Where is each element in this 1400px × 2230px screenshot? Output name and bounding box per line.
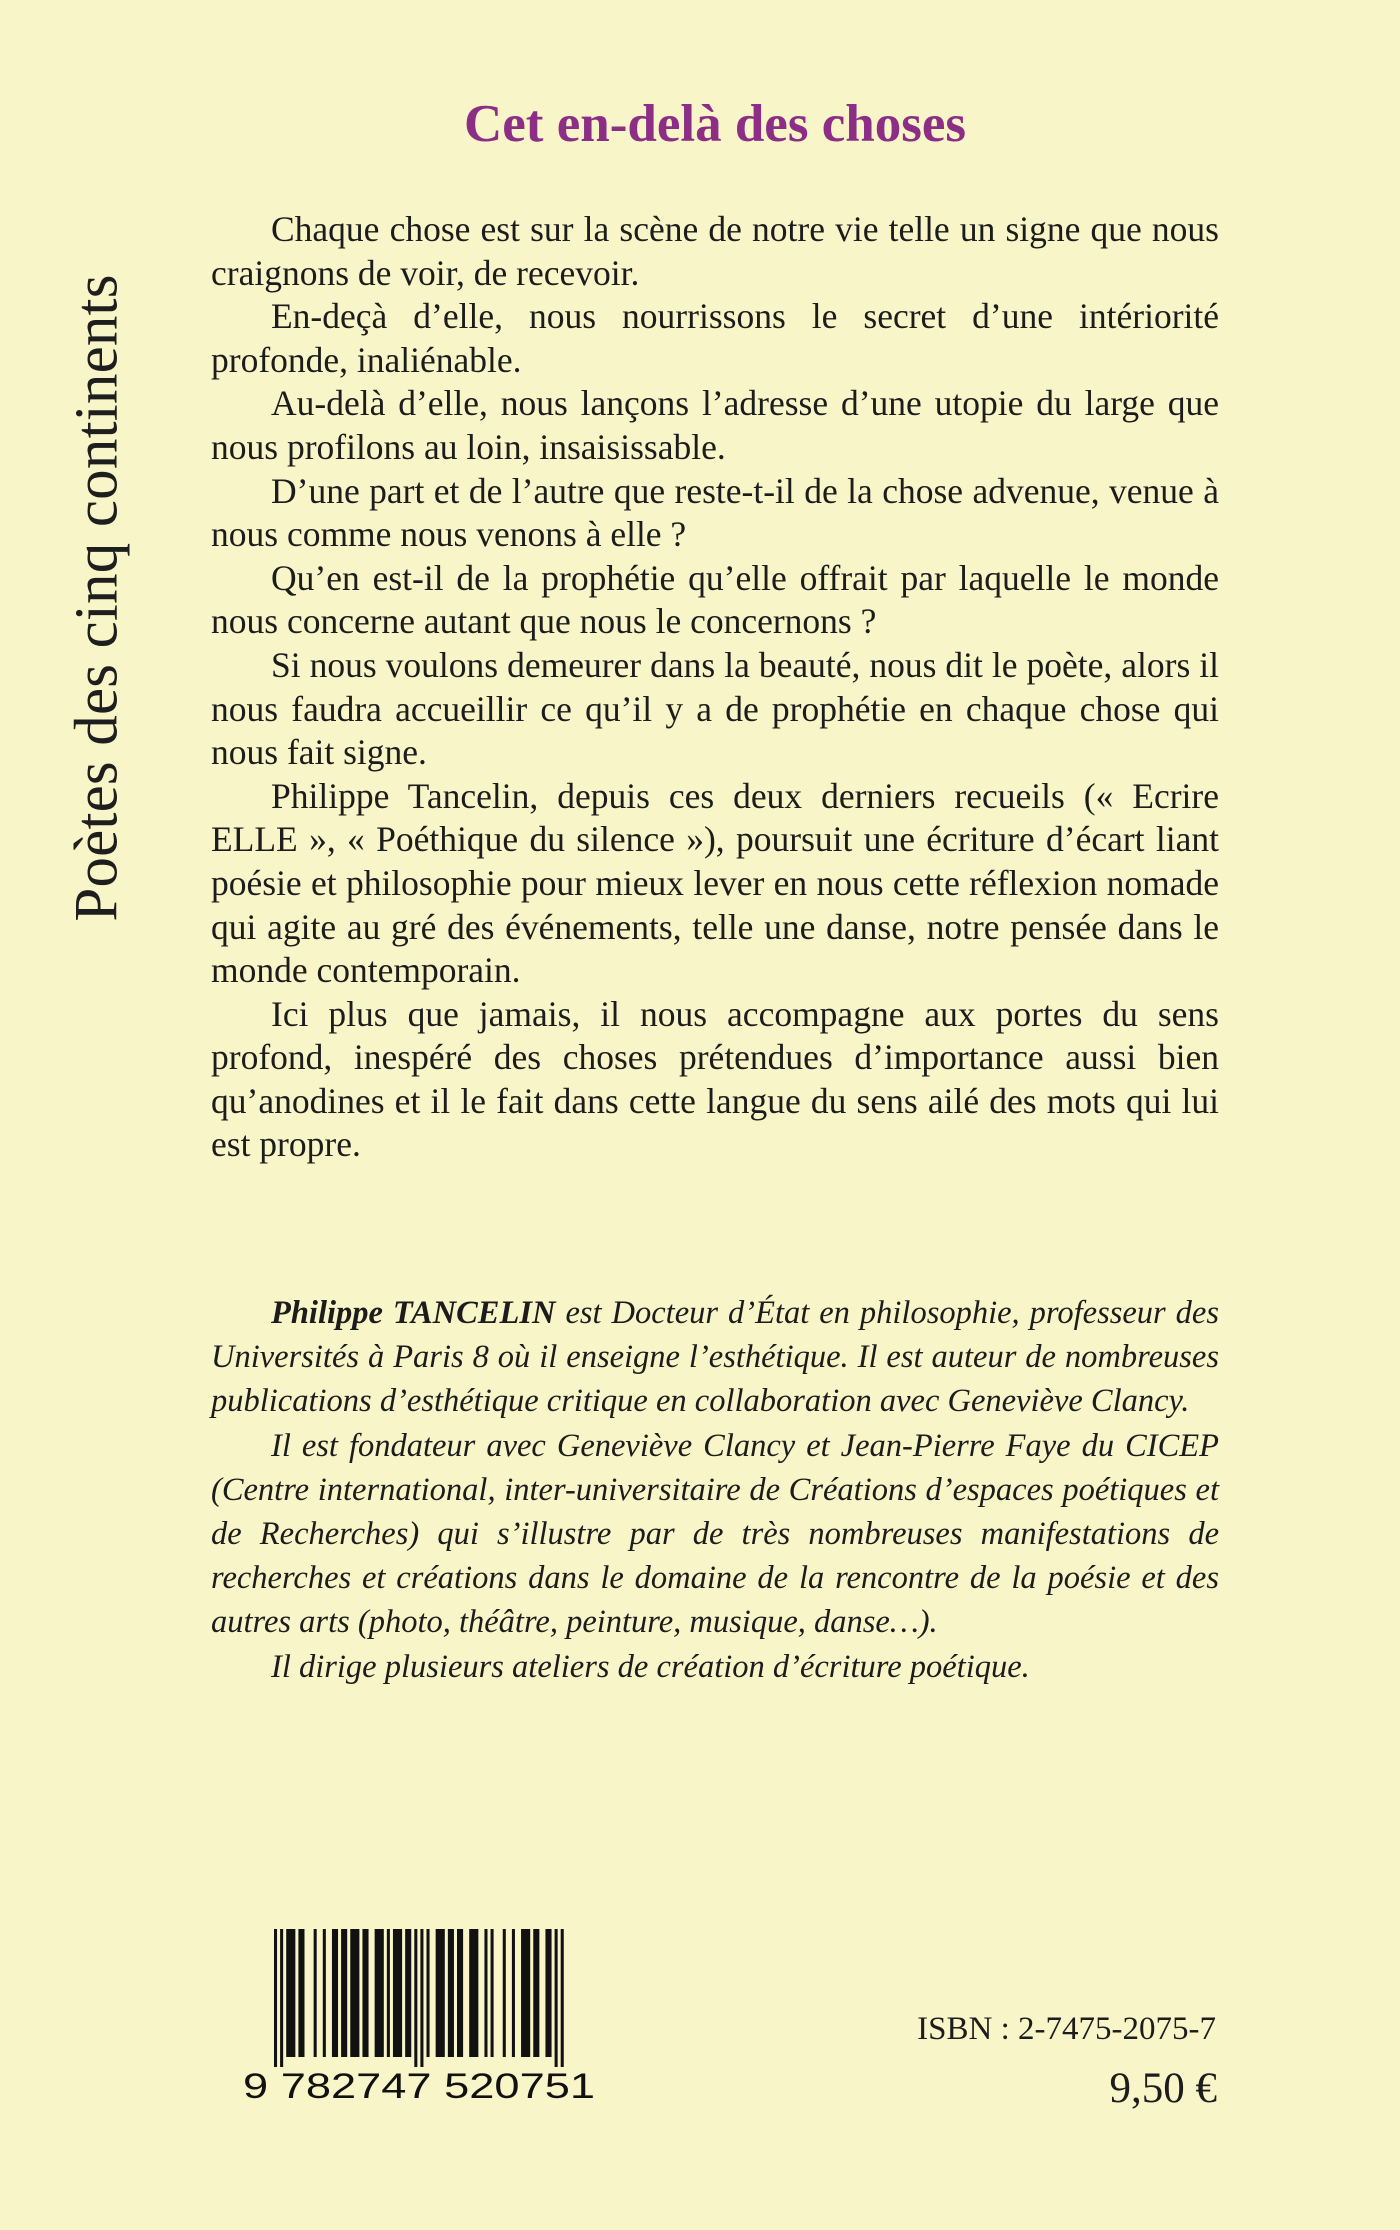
blurb-paragraph: Chaque chose est sur la scène de notre vie telle un signe que nous craignons de voir, de recevoir.	[211, 209, 1219, 293]
barcode-bar	[545, 1929, 551, 2057]
barcode-bar	[286, 1929, 295, 2057]
spine-series-title	[62, 183, 132, 1013]
blurb-paragraph: Si nous voulons demeurer dans la beauté, nous dit le poète, alors il nous faudra accueillir ce qu’il y a de prophétie en chaque chose qui nous fait signe.	[211, 644, 1219, 773]
barcode-bar	[323, 1929, 326, 2057]
barcode-bar	[405, 1929, 411, 2057]
barcode-bar	[350, 1929, 359, 2057]
back-cover-blurb	[211, 208, 1219, 1167]
barcode-bar	[332, 1929, 338, 2057]
barcode-graphic	[238, 1925, 600, 2103]
barcode-guard-bar	[555, 1929, 558, 2067]
barcode-bar	[393, 1929, 402, 2057]
barcode-bar	[469, 1929, 478, 2057]
barcode-bar	[375, 1929, 384, 2057]
series-name: Poètes des cinq continents	[63, 274, 131, 922]
book-title: Cet en-delà des choses	[464, 95, 966, 153]
barcode-bar	[427, 1929, 430, 2057]
blurb-paragraph: Philippe Tancelin, depuis ces deux derniers recueils (« Ecrire ELLE », « Poéthique du silence »), poursuit une écriture d’écart liant poésie et philosophie pour mieux lever en nous cette réflexion nomade qui agite au gré des événements, telle une danse, notre pensée dans le monde contemporain.	[211, 775, 1219, 991]
barcode-guard-bar	[414, 1929, 417, 2067]
isbn-number: ISBN : 2-7475-2075-7	[917, 2011, 1216, 2047]
barcode-bar	[314, 1929, 317, 2057]
bio-paragraph: Il est fondateur avec Geneviève Clancy et Jean-Pierre Faye du CICEP (Centre international, inter-universitaire de Créations d’espaces poétiques et de Recherches) qui s’illustre par de très nombreuses manifestations de recherches et créations dans le domaine de la rencontre de la poésie et des autres arts (photo, théâtre, peinture, musique, danse…).	[211, 1427, 1219, 1641]
blurb-paragraph: Au-delà d’elle, nous lançons l’adresse d’une utopie du large que nous profilons au loin, insaisissable.	[211, 383, 1219, 467]
barcode-bar	[298, 1929, 304, 2057]
blurb-paragraph: Qu’en est-il de la prophétie qu’elle offrait par laquelle le monde nous concerne autant que nous le concernons ?	[211, 557, 1219, 642]
barcode-guard-bar	[280, 1929, 283, 2067]
bio-paragraph	[211, 1291, 1219, 1424]
barcode-bar	[484, 1929, 487, 2057]
bio-text: est Docteur d’État en philosophie, professeur des Universités à Paris 8 où il enseigne l’esthétique. Il est auteur de nombreuses publications d’esthétique critique en collaboration avec Geneviève Clancy.	[211, 1295, 1219, 1420]
barcode-guard-bar	[274, 1929, 277, 2067]
barcode-guard-bar	[420, 1929, 423, 2067]
blurb-paragraph: D’une part et de l’autre que reste-t-il de la chose advenue, venue à nous comme nous venons à elle ?	[211, 470, 1219, 555]
barcode-bar	[503, 1929, 506, 2057]
price: 9,50 €	[1109, 2065, 1217, 2112]
barcode-bar	[457, 1929, 463, 2057]
barcode-bar	[512, 1929, 515, 2057]
barcode-bar	[491, 1929, 494, 2057]
author-name: Philippe TANCELIN	[271, 1295, 556, 1331]
barcode-bar	[341, 1929, 347, 2057]
author-biography	[211, 1291, 1219, 1689]
blurb-paragraph: En-deçà d’elle, nous nourrissons le secret d’une intériorité profonde, inaliénable.	[211, 296, 1219, 380]
barcode-bar	[448, 1929, 454, 2057]
barcode-digits: 9 782747 520751	[243, 2067, 595, 2103]
barcode-bar	[533, 1929, 539, 2057]
blurb-paragraph: Ici plus que jamais, il nous accompagne aux portes du sens profond, inespéré des choses prétendues d’importance aussi bien qu’anodines et il le fait dans cette langue du sens ailé des mots qui lui est propre.	[211, 993, 1219, 1165]
barcode-bar	[436, 1929, 445, 2057]
barcode-bar	[387, 1929, 390, 2057]
bio-paragraph: Il dirige plusieurs ateliers de création d’écriture poétique.	[271, 1648, 1030, 1685]
barcode-bar	[521, 1929, 530, 2057]
barcode-bar	[362, 1929, 368, 2057]
ean-barcode	[238, 1925, 600, 2103]
barcode-guard-bar	[561, 1929, 564, 2067]
